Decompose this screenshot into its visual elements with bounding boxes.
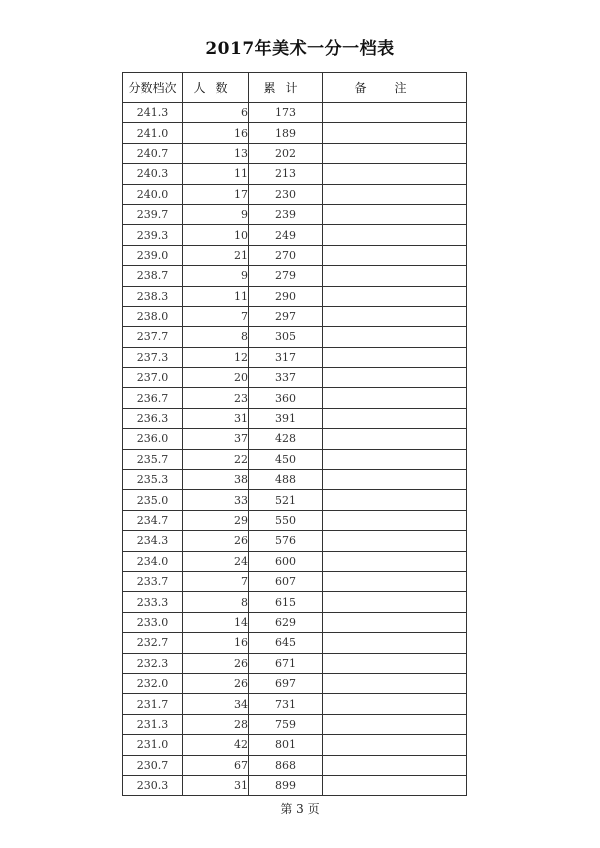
table-row xyxy=(123,408,467,428)
count-cell: 26 xyxy=(183,673,249,693)
score-cell: 236.3 xyxy=(123,408,183,428)
score-cell: 232.0 xyxy=(123,673,183,693)
table-row xyxy=(123,225,467,245)
score-cell: 234.3 xyxy=(123,531,183,551)
table-row xyxy=(123,286,467,306)
count-cell: 8 xyxy=(183,327,249,347)
cumulative-cell: 671 xyxy=(249,653,323,673)
header-score: 分数档次 xyxy=(123,73,183,103)
count-cell: 10 xyxy=(183,225,249,245)
score-cell: 237.7 xyxy=(123,327,183,347)
count-cell: 7 xyxy=(183,571,249,591)
score-cell: 231.3 xyxy=(123,714,183,734)
count-cell: 31 xyxy=(183,408,249,428)
table-row xyxy=(123,694,467,714)
cumulative-cell: 360 xyxy=(249,388,323,408)
count-cell: 9 xyxy=(183,266,249,286)
cumulative-cell: 697 xyxy=(249,673,323,693)
cumulative-cell: 645 xyxy=(249,633,323,653)
cumulative-cell: 899 xyxy=(249,775,323,795)
cumulative-cell: 629 xyxy=(249,612,323,632)
score-cell: 230.3 xyxy=(123,775,183,795)
score-cell: 232.3 xyxy=(123,653,183,673)
note-cell xyxy=(323,327,467,347)
note-cell xyxy=(323,143,467,163)
score-cell: 231.7 xyxy=(123,694,183,714)
note-cell xyxy=(323,714,467,734)
note-cell xyxy=(323,633,467,653)
note-cell xyxy=(323,755,467,775)
cumulative-cell: 550 xyxy=(249,510,323,530)
cumulative-cell: 731 xyxy=(249,694,323,714)
table-row xyxy=(123,571,467,591)
table-row xyxy=(123,735,467,755)
table-row xyxy=(123,306,467,326)
cumulative-cell: 337 xyxy=(249,368,323,388)
cumulative-cell: 230 xyxy=(249,184,323,204)
count-cell: 16 xyxy=(183,633,249,653)
score-cell: 240.0 xyxy=(123,184,183,204)
note-cell xyxy=(323,164,467,184)
score-cell: 238.3 xyxy=(123,286,183,306)
score-cell: 235.7 xyxy=(123,449,183,469)
table-row xyxy=(123,714,467,734)
score-cell: 233.7 xyxy=(123,571,183,591)
cumulative-cell: 607 xyxy=(249,571,323,591)
count-cell: 14 xyxy=(183,612,249,632)
table-header-row xyxy=(123,73,467,103)
note-cell xyxy=(323,510,467,530)
score-cell: 234.0 xyxy=(123,551,183,571)
table-row xyxy=(123,429,467,449)
page-title: 2017年美术一分一档表 xyxy=(205,39,395,59)
header-cumulative: 累计 xyxy=(249,73,323,103)
note-cell xyxy=(323,612,467,632)
note-cell xyxy=(323,388,467,408)
note-cell xyxy=(323,592,467,612)
count-cell: 28 xyxy=(183,714,249,734)
table-row xyxy=(123,347,467,367)
cumulative-cell: 615 xyxy=(249,592,323,612)
score-cell: 240.7 xyxy=(123,143,183,163)
count-cell: 26 xyxy=(183,531,249,551)
note-cell xyxy=(323,306,467,326)
note-cell xyxy=(323,571,467,591)
note-cell xyxy=(323,735,467,755)
table-row xyxy=(123,592,467,612)
note-cell xyxy=(323,347,467,367)
score-cell: 234.7 xyxy=(123,510,183,530)
score-cell: 232.7 xyxy=(123,633,183,653)
score-cell: 230.7 xyxy=(123,755,183,775)
score-cell: 241.0 xyxy=(123,123,183,143)
table-row xyxy=(123,184,467,204)
count-cell: 9 xyxy=(183,204,249,224)
count-cell: 34 xyxy=(183,694,249,714)
page-number: 第 3 页 xyxy=(280,802,320,816)
table-row xyxy=(123,204,467,224)
count-cell: 6 xyxy=(183,103,249,123)
score-cell: 241.3 xyxy=(123,103,183,123)
score-cell: 235.3 xyxy=(123,470,183,490)
score-cell: 237.3 xyxy=(123,347,183,367)
score-cell: 233.3 xyxy=(123,592,183,612)
score-cell: 236.0 xyxy=(123,429,183,449)
cumulative-cell: 270 xyxy=(249,245,323,265)
cumulative-cell: 173 xyxy=(249,103,323,123)
cumulative-cell: 576 xyxy=(249,531,323,551)
note-cell xyxy=(323,286,467,306)
score-cell: 239.0 xyxy=(123,245,183,265)
count-cell: 67 xyxy=(183,755,249,775)
note-cell xyxy=(323,429,467,449)
table-row xyxy=(123,612,467,632)
table-row xyxy=(123,551,467,571)
count-cell: 13 xyxy=(183,143,249,163)
table-row xyxy=(123,633,467,653)
cumulative-cell: 239 xyxy=(249,204,323,224)
note-cell xyxy=(323,531,467,551)
header-note: 备注 xyxy=(323,73,467,103)
note-cell xyxy=(323,775,467,795)
cumulative-cell: 202 xyxy=(249,143,323,163)
cumulative-cell: 488 xyxy=(249,470,323,490)
table-row xyxy=(123,123,467,143)
score-cell: 231.0 xyxy=(123,735,183,755)
cumulative-cell: 600 xyxy=(249,551,323,571)
count-cell: 21 xyxy=(183,245,249,265)
score-cell: 240.3 xyxy=(123,164,183,184)
note-cell xyxy=(323,245,467,265)
table-row xyxy=(123,143,467,163)
count-cell: 8 xyxy=(183,592,249,612)
table-row xyxy=(123,755,467,775)
note-cell xyxy=(323,694,467,714)
count-cell: 38 xyxy=(183,470,249,490)
count-cell: 17 xyxy=(183,184,249,204)
cumulative-cell: 317 xyxy=(249,347,323,367)
note-cell xyxy=(323,204,467,224)
table-row xyxy=(123,388,467,408)
count-cell: 29 xyxy=(183,510,249,530)
note-cell xyxy=(323,673,467,693)
note-cell xyxy=(323,368,467,388)
cumulative-cell: 213 xyxy=(249,164,323,184)
score-cell: 239.7 xyxy=(123,204,183,224)
table-row xyxy=(123,103,467,123)
cumulative-cell: 868 xyxy=(249,755,323,775)
note-cell xyxy=(323,266,467,286)
table-row xyxy=(123,266,467,286)
cumulative-cell: 428 xyxy=(249,429,323,449)
score-cell: 237.0 xyxy=(123,368,183,388)
count-cell: 24 xyxy=(183,551,249,571)
cumulative-cell: 279 xyxy=(249,266,323,286)
count-cell: 22 xyxy=(183,449,249,469)
cumulative-cell: 391 xyxy=(249,408,323,428)
cumulative-cell: 297 xyxy=(249,306,323,326)
table-row xyxy=(123,368,467,388)
score-cell: 238.7 xyxy=(123,266,183,286)
cumulative-cell: 305 xyxy=(249,327,323,347)
header-count: 人数 xyxy=(183,73,249,103)
cumulative-cell: 521 xyxy=(249,490,323,510)
score-distribution-table xyxy=(122,72,467,796)
count-cell: 42 xyxy=(183,735,249,755)
note-cell xyxy=(323,490,467,510)
cumulative-cell: 759 xyxy=(249,714,323,734)
count-cell: 23 xyxy=(183,388,249,408)
table-row xyxy=(123,245,467,265)
score-cell: 236.7 xyxy=(123,388,183,408)
note-cell xyxy=(323,470,467,490)
cumulative-cell: 290 xyxy=(249,286,323,306)
table-row xyxy=(123,531,467,551)
cumulative-cell: 801 xyxy=(249,735,323,755)
table-row xyxy=(123,449,467,469)
cumulative-cell: 450 xyxy=(249,449,323,469)
note-cell xyxy=(323,225,467,245)
score-cell: 239.3 xyxy=(123,225,183,245)
note-cell xyxy=(323,408,467,428)
table-row xyxy=(123,327,467,347)
count-cell: 33 xyxy=(183,490,249,510)
count-cell: 20 xyxy=(183,368,249,388)
note-cell xyxy=(323,123,467,143)
score-cell: 238.0 xyxy=(123,306,183,326)
count-cell: 31 xyxy=(183,775,249,795)
cumulative-cell: 249 xyxy=(249,225,323,245)
count-cell: 11 xyxy=(183,286,249,306)
table-row xyxy=(123,653,467,673)
note-cell xyxy=(323,184,467,204)
count-cell: 16 xyxy=(183,123,249,143)
table-row xyxy=(123,510,467,530)
cumulative-cell: 189 xyxy=(249,123,323,143)
note-cell xyxy=(323,653,467,673)
score-cell: 235.0 xyxy=(123,490,183,510)
score-cell: 233.0 xyxy=(123,612,183,632)
table-row xyxy=(123,775,467,795)
count-cell: 26 xyxy=(183,653,249,673)
count-cell: 11 xyxy=(183,164,249,184)
table-row xyxy=(123,490,467,510)
count-cell: 37 xyxy=(183,429,249,449)
table-row xyxy=(123,673,467,693)
note-cell xyxy=(323,551,467,571)
table-row xyxy=(123,164,467,184)
note-cell xyxy=(323,449,467,469)
note-cell xyxy=(323,103,467,123)
count-cell: 12 xyxy=(183,347,249,367)
table-row xyxy=(123,470,467,490)
count-cell: 7 xyxy=(183,306,249,326)
